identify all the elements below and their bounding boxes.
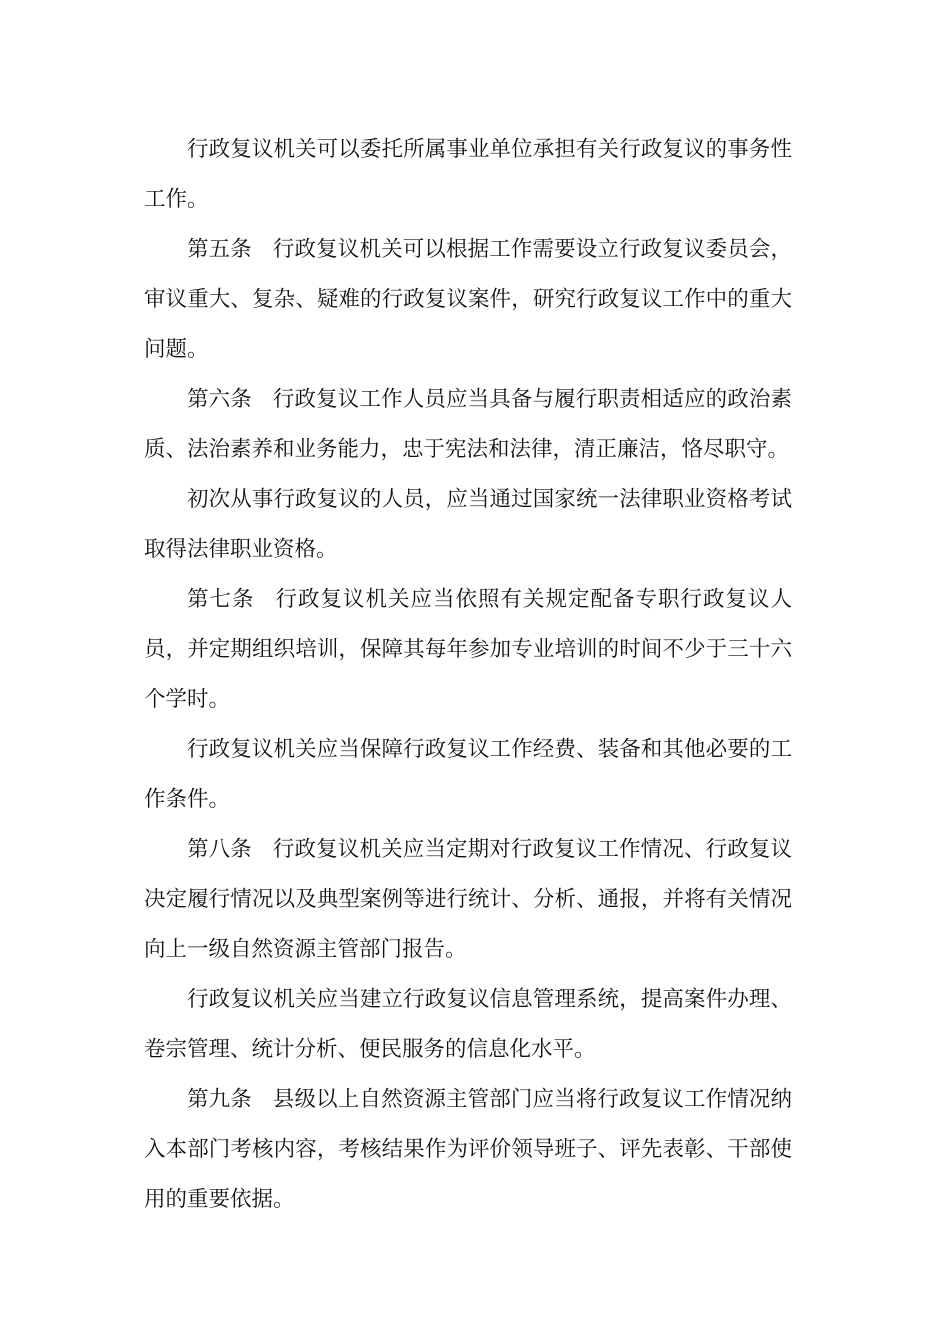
paragraph-article-7 <box>144 575 792 725</box>
paragraph-text: 行政复议机关可以根据工作需要设立行政复议委员会，审议重大、复杂、疑难的行政复议案件，研究行政复议工作中的重大问题。 <box>144 237 792 362</box>
article-number: 第九条 <box>187 1087 252 1112</box>
paragraph-text: 行政复议机关应当建立行政复议信息管理系统，提高案件办理、卷宗管理、统计分析、便民服务的信息化水平。 <box>144 987 792 1062</box>
paragraph-article-5 <box>144 225 792 375</box>
paragraph <box>144 725 792 825</box>
paragraph-text: 行政复议机关应当定期对行政复议工作情况、行政复议决定履行情况以及典型案例等进行统计、分析、通报，并将有关情况向上一级自然资源主管部门报告。 <box>144 837 792 962</box>
paragraph-text: 初次从事行政复议的人员，应当通过国家统一法律职业资格考试取得法律职业资格。 <box>144 487 792 562</box>
article-number: 第六条 <box>187 387 252 412</box>
paragraph-text: 行政复议机关可以委托所属事业单位承担有关行政复议的事务性工作。 <box>144 137 792 212</box>
paragraph-article-6 <box>144 375 792 475</box>
document-body <box>144 125 792 1225</box>
paragraph <box>144 975 792 1075</box>
article-number: 第五条 <box>187 237 252 262</box>
paragraph-text: 行政复议机关应当保障行政复议工作经费、装备和其他必要的工作条件。 <box>144 737 792 812</box>
article-number: 第七条 <box>187 587 255 612</box>
paragraph-text: 行政复议工作人员应当具备与履行职责相适应的政治素质、法治素养和业务能力，忠于宪法和法律，清正廉洁，恪尽职守。 <box>144 387 792 462</box>
paragraph <box>144 475 792 575</box>
paragraph-text: 县级以上自然资源主管部门应当将行政复议工作情况纳入本部门考核内容，考核结果作为评价领导班子、评先表彰、干部使用的重要依据。 <box>144 1087 792 1212</box>
paragraph-article-8 <box>144 825 792 975</box>
paragraph <box>144 125 792 225</box>
paragraph-text: 行政复议机关应当依照有关规定配备专职行政复议人员，并定期组织培训，保障其每年参加专业培训的时间不少于三十六个学时。 <box>144 587 792 712</box>
paragraph-article-9 <box>144 1075 792 1225</box>
article-number: 第八条 <box>187 837 252 862</box>
